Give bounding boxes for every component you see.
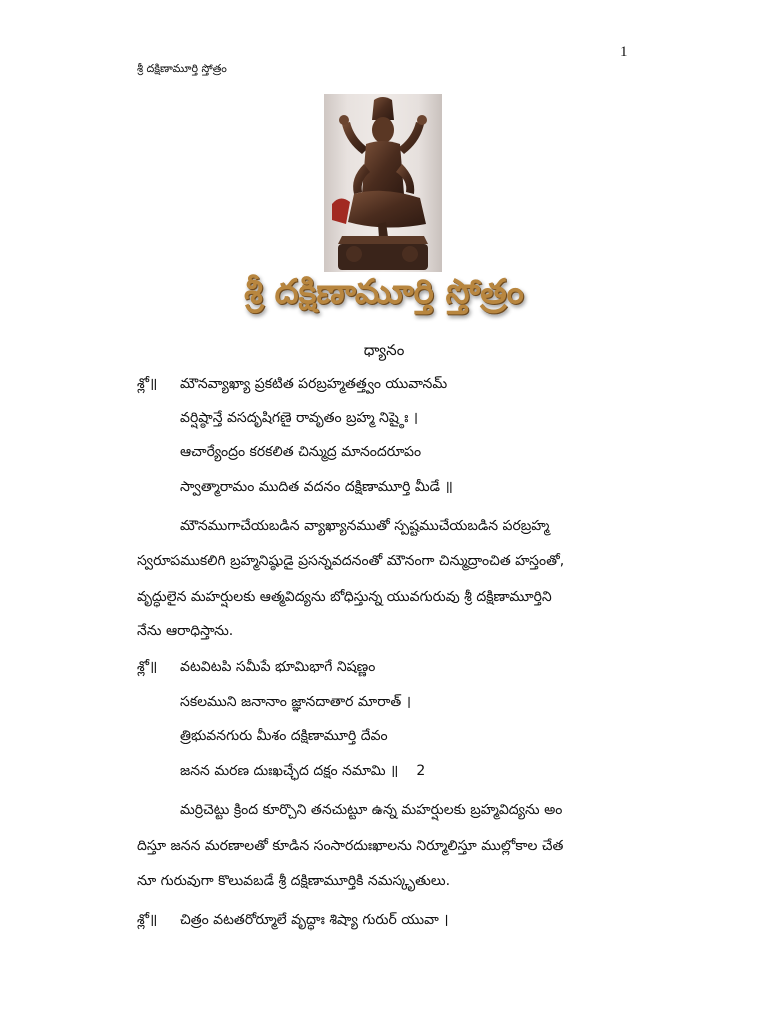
paragraph-line: వృద్ధులైన మహర్షులకు ఆత్మవిద్యను బోధిస్తున్న యువగురువు శ్రీ దక్షిణామూర్తిని bbox=[137, 589, 552, 605]
paragraph-line: స్వరూపముకలిగి బ్రహ్మనిష్ఠుడై ప్రసన్నవదనంతో మౌనంగా చిన్ముద్రాంచిత హస్తంతో, bbox=[137, 553, 565, 569]
verse-line: చిత్రం వటతరోర్మూలే వృద్ధాః శిష్యా గురుర్ యువా । bbox=[180, 912, 449, 928]
verse-marker: శ్లో॥ bbox=[137, 659, 158, 675]
verse-line: సకలముని జనానాం జ్ఞానదాతార మారాత్ । bbox=[180, 694, 412, 710]
verse-line: త్రిభువనగురు మీశం దక్షిణామూర్తి దేవం bbox=[180, 728, 388, 744]
page-number: 1 bbox=[620, 44, 628, 60]
paragraph-line: మర్రిచెట్టు క్రింద కూర్చొని తనచుట్టూ ఉన్న మహర్షులకు బ్రహ్మవిద్యను అం bbox=[180, 802, 563, 818]
section-heading: ధ్యానం bbox=[363, 341, 405, 359]
title-banner: శ్రీ దక్షిణామూర్తి స్తోత్రం bbox=[244, 272, 524, 312]
verse-line: స్వాత్మారామం ముదిత వదనం దక్షిణామూర్తి మీడే ॥ bbox=[180, 479, 453, 495]
verse-marker: శ్లో॥ bbox=[137, 912, 158, 928]
paragraph-line: మౌనముగాచేయబడిన వ్యాఖ్యానముతో స్పష్టముచేయబడిన పరబ్రహ్మ bbox=[180, 518, 550, 534]
verse-marker: శ్లో॥ bbox=[137, 376, 158, 392]
verse-line: వర్షిష్ఠాన్తే వసదృషిగణై రావృతం బ్రహ్మ నిష్ఠైః । bbox=[180, 410, 419, 426]
verse-line: మౌనవ్యాఖ్యా ప్రకటిత పరబ్రహ్మతత్త్వం యువానమ్ bbox=[180, 376, 448, 392]
verse-text: జనన మరణ దుఃఖచ్ఛేద దక్షం నమామి ॥ bbox=[180, 763, 399, 779]
verse-line: ఆచార్యేంద్రం కరకలిత చిన్ముద్ర మానందరూపం bbox=[180, 444, 422, 460]
paragraph-line: దిస్తూ జనన మరణాలతో కూడిన సంసారదుఃఖాలను నిర్మూలిస్తూ ముల్లోకాల చేత bbox=[137, 838, 564, 854]
verse-line bbox=[180, 763, 425, 782]
running-header: శ్రీ దక్షిణామూర్తి స్తోత్రం bbox=[137, 62, 227, 75]
verse-line: వటవిటపి సమీపే భూమిభాగే నిషణ్ణం bbox=[180, 659, 376, 675]
verse-number: 2 bbox=[416, 763, 426, 779]
paragraph-line: నేను ఆరాధిస్తాను. bbox=[137, 623, 234, 639]
paragraph-line: నూ గురువుగా కొలువబడే శ్రీ దక్షిణామూర్తికి నమస్కృతులు. bbox=[137, 873, 451, 889]
deity-image bbox=[324, 94, 442, 272]
